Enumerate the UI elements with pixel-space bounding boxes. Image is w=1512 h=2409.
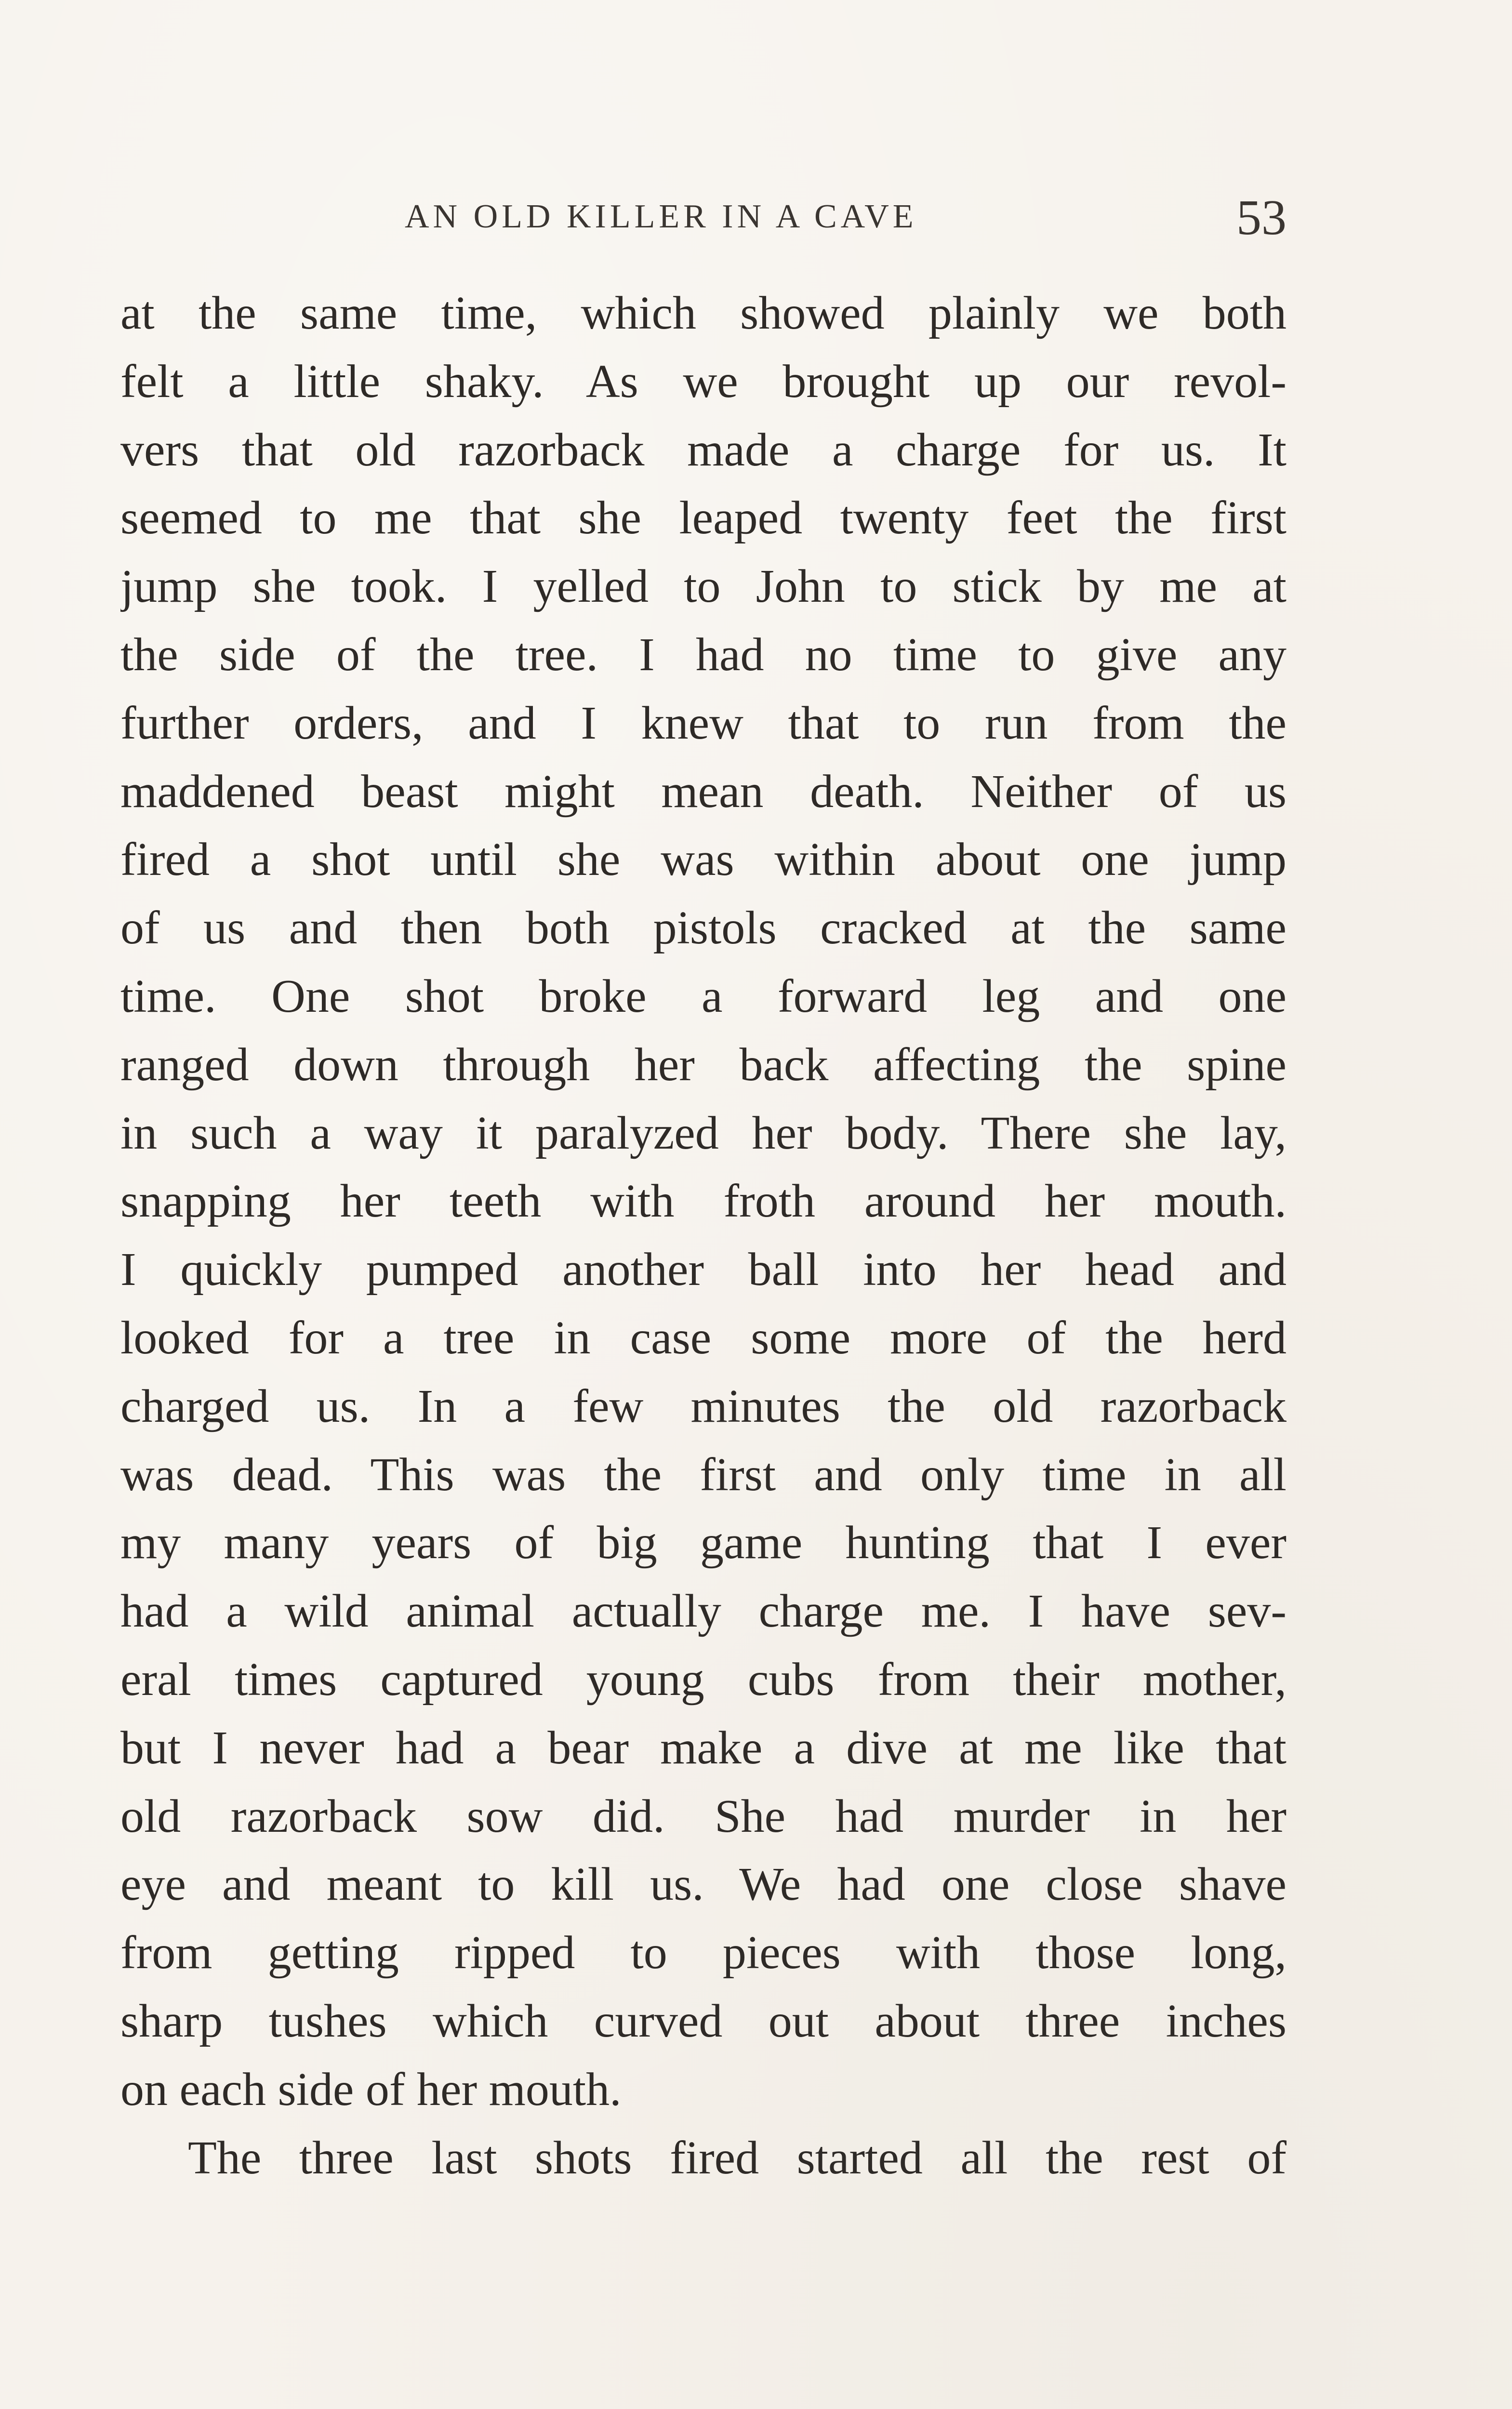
running-head: AN OLD KILLER IN A CAVE (405, 198, 917, 235)
text-line: jump she took. I yelled to John to stick by me at (120, 560, 1287, 613)
text-line: time. One shot broke a forward leg and one (120, 970, 1287, 1022)
text-line: charged us. In a few minutes the old razorback (120, 1380, 1287, 1432)
text-line: ranged down through her back affecting the spine (120, 1038, 1287, 1091)
text-line: in such a way it paralyzed her body. There she lay, (120, 1107, 1287, 1159)
page-number: 53 (1236, 190, 1287, 245)
text-line: looked for a tree in case some more of the herd (120, 1311, 1287, 1364)
text-line: but I never had a bear make a dive at me like that (120, 1721, 1287, 1774)
text-line: from getting ripped to pieces with those long, (120, 1927, 1287, 1979)
text-line: old razorback sow did. She had murder in her (120, 1790, 1287, 1842)
text-line: felt a little shaky. As we brought up our revol- (120, 355, 1287, 408)
text-line: The three last shots fired started all the rest of (188, 2131, 1287, 2184)
text-line: at the same time, which showed plainly we both (120, 287, 1287, 339)
text-line: eye and meant to kill us. We had one close shave (120, 1858, 1287, 1911)
text-line: I quickly pumped another ball into her head and (120, 1244, 1287, 1296)
text-line: fired a shot until she was within about one jump (120, 834, 1287, 886)
text-line: eral times captured young cubs from their mother, (120, 1653, 1287, 1706)
body-text (120, 279, 1287, 2192)
text-line: seemed to me that she leaped twenty feet the first (120, 492, 1287, 544)
text-line: snapping her teeth with froth around her mouth. (120, 1175, 1287, 1228)
text-line: sharp tushes which curved out about three inches (120, 1995, 1287, 2047)
text-line: my many years of big game hunting that I ever (120, 1517, 1287, 1569)
text-line: the side of the tree. I had no time to give any (120, 628, 1287, 681)
text-line: on each side of her mouth. (120, 2063, 622, 2116)
text-line: further orders, and I knew that to run from the (120, 697, 1287, 749)
text-line: vers that old razorback made a charge for us. It (120, 424, 1287, 476)
text-line: of us and then both pistols cracked at the same (120, 902, 1287, 954)
text-line: maddened beast might mean death. Neither of us (120, 765, 1287, 818)
page-header (120, 190, 1287, 255)
text-line: had a wild animal actually charge me. I have sev- (120, 1585, 1287, 1638)
text-line: was dead. This was the first and only time in all (120, 1448, 1287, 1501)
